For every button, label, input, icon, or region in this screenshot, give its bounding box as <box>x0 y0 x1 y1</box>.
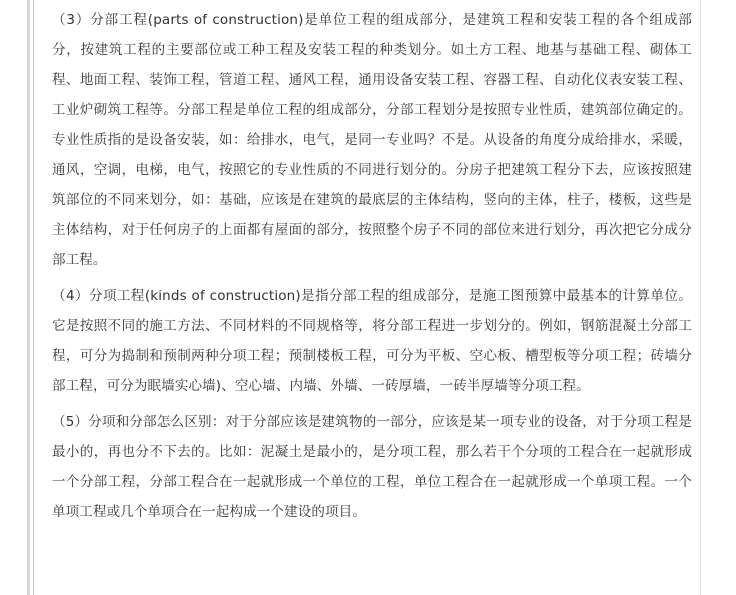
left-border-rule <box>27 0 30 595</box>
paragraph-parts-of-construction: （3）分部工程(parts of construction)是单位工程的组成部分，是建筑工程和安装工程的各个组成部分，按建筑工程的主要部位或工种工程及安装工程的种类划分。如土方工程、地基与基础工程、砌体工程、地面工程、装饰工程，管道工程、通风工程，通用设备安装工程、容器工程、自动化仪表安装工程、工业炉砌筑工程等。分部工程是单位工程的组成部分，分部工程划分是按照专业性质，建筑部位确定的。专业性质指的是设备安装，如：给排水，电气，是同一专业吗？不是。从设备的角度分成给排水，采暖，通风，空调，电梯，电气，按照它的专业性质的不同进行划分的。分房子把建筑工程分下去，应该按照建筑部位的不同来划分，如：基础，应该是在建筑的最底层的主体结构，竖向的主体，柱子，楼板，这些是主体结构，对于任何房子的上面都有屋面的部分，按照整个房子不同的部位来进行划分，再次把它分成分部工程。 <box>52 12 692 268</box>
article-body <box>52 5 692 527</box>
paragraph-kinds-of-construction: （4）分项工程(kinds of construction)是指分部工程的组成部分，是施工图预算中最基本的计算单位。它是按照不同的施工方法、不同材料的不同规格等，将分部工程进一步划分的。例如，钢筋混凝土分部工程，可分为捣制和预制两种分项工程；预制楼板工程，可分为平板、空心板、槽型板等分项工程；砖墙分部工程，可分为眠墙实心墙)、空心墙、内墙、外墙、一砖厚墙，一砖半厚墙等分项工程。 <box>52 288 692 394</box>
right-border-rule <box>700 0 701 595</box>
paragraph-difference: （5）分项和分部怎么区别：对于分部应该是建筑物的一部分，应该是某一项专业的设备，对于分项工程是最小的，再也分不下去的。比如：泥凝土是最小的，是分项工程，那么若干个分项的工程合在一起就形成一个分部工程，分部工程合在一起就形成一个单位的工程，单位工程合在一起就形成一个单项工程。一个单项工程或几个单项合在一起构成一个建设的项目。 <box>52 414 692 520</box>
left-border-inner-rule <box>33 0 34 595</box>
